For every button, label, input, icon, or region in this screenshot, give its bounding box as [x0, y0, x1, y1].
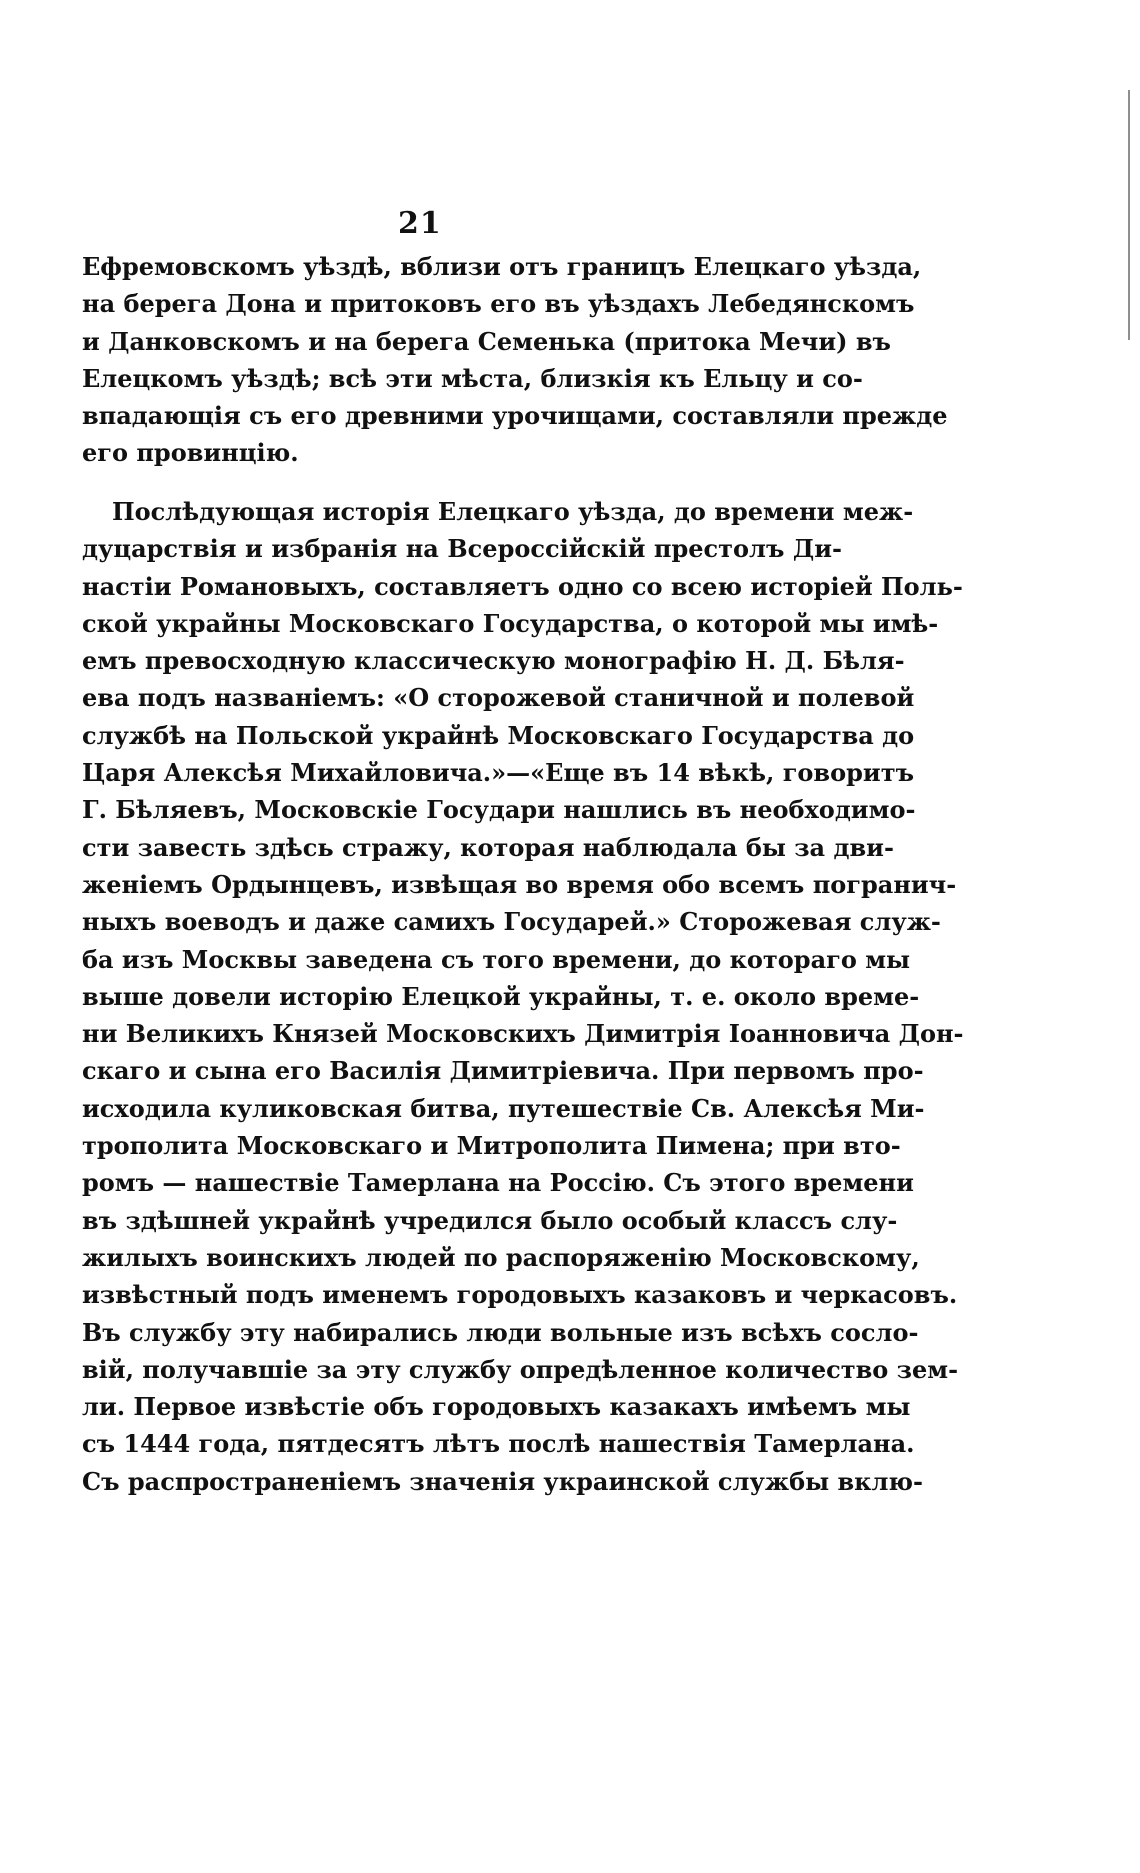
text-line: извѣстный подъ именемъ городовыхъ казаковъ и черкасовъ.: [82, 1280, 958, 1310]
text-line: вій, получавшіе за эту службу опредѣленное количество зем-: [82, 1354, 959, 1384]
text-line: исходила куликовская битва, путешествіе Св. Алексѣя Ми-: [82, 1093, 925, 1123]
text-line: настіи Романовыхъ, составляетъ одно со всею исторіей Поль-: [82, 571, 963, 601]
text-line: выше довели исторію Елецкой украйны, т. е. около време-: [82, 981, 920, 1011]
text-line: Г. Бѣляевъ, Московскіе Государи нашлись въ необходимо-: [82, 795, 916, 825]
text-line: дуцарствія и избранія на Всероссійскій престолъ Ди-: [82, 534, 842, 564]
text-line: Съ распространеніемъ значенія украинской службы вклю-: [82, 1466, 923, 1496]
page-number: 21: [398, 206, 442, 241]
text-line: трополита Московскаго и Митрополита Пимена; при вто-: [82, 1131, 901, 1161]
text-line: Въ службу эту набирались люди вольные изъ всѣхъ сосло-: [82, 1317, 919, 1347]
text-line: службѣ на Польской украйнѣ Московскаго Государства до: [82, 720, 915, 750]
text-line: ева подъ названіемъ: «О сторожевой станичной и полевой: [82, 683, 915, 713]
paragraph-1: [82, 248, 948, 472]
text-line: впадающія съ его древними урочищами, составляли прежде: [82, 401, 948, 431]
text-line: ромъ — нашествіе Тамерлана на Россію. Съ этого времени: [82, 1168, 914, 1198]
text-line: и Данковскомъ и на берега Семенька (притока Мечи) въ: [82, 326, 891, 356]
text-line: съ 1444 года, пятдесятъ лѣтъ послѣ нашествія Тамерлана.: [82, 1429, 915, 1459]
text-line: скаго и сына его Василія Димитріевича. При первомъ про-: [82, 1056, 924, 1086]
text-line: сти завесть здѣсь стражу, которая наблюдала бы за дви-: [82, 832, 894, 862]
scan-edge-mark: [1128, 90, 1130, 340]
text-line: женіемъ Ордынцевъ, извѣщая во время обо всемъ погранич-: [82, 869, 957, 899]
text-line: жилыхъ воинскихъ людей по распоряженію Московскому,: [82, 1242, 920, 1272]
text-line: въ здѣшней украйнѣ учредился было особый классъ слу-: [82, 1205, 898, 1235]
text-line: Елецкомъ уѣздѣ; всѣ эти мѣста, близкія къ Ельцу и со-: [82, 363, 863, 393]
text-line: на берега Дона и притоковъ его въ уѣздахъ Лебедянскомъ: [82, 289, 915, 319]
text-line: Царя Алексѣя Михайловича.»—«Еще въ 14 вѣкѣ, говоритъ: [82, 758, 914, 788]
text-line: ни Великихъ Князей Московскихъ Димитрія Іоанновича Дон-: [82, 1019, 964, 1049]
text-line: емъ превосходную классическую монографію Н. Д. Бѣля-: [82, 646, 905, 676]
text-line: его провинцію.: [82, 438, 299, 468]
text-line: ныхъ воеводъ и даже самихъ Государей.» Сторожевая служ-: [82, 907, 941, 937]
text-line: Послѣдующая исторія Елецкаго уѣзда, до времени меж-: [112, 497, 914, 526]
text-line: ба изъ Москвы заведена съ того времени, до котораго мы: [82, 944, 911, 974]
paragraph-2: [82, 493, 964, 1500]
text-line: Ефремовскомъ уѣздѣ, вблизи отъ границъ Елецкаго уѣзда,: [82, 252, 922, 281]
text-line: ли. Первое извѣстіе объ городовыхъ казакахъ имѣемъ мы: [82, 1392, 911, 1422]
text-line: ской украйны Московскаго Государства, о которой мы имѣ-: [82, 608, 939, 638]
